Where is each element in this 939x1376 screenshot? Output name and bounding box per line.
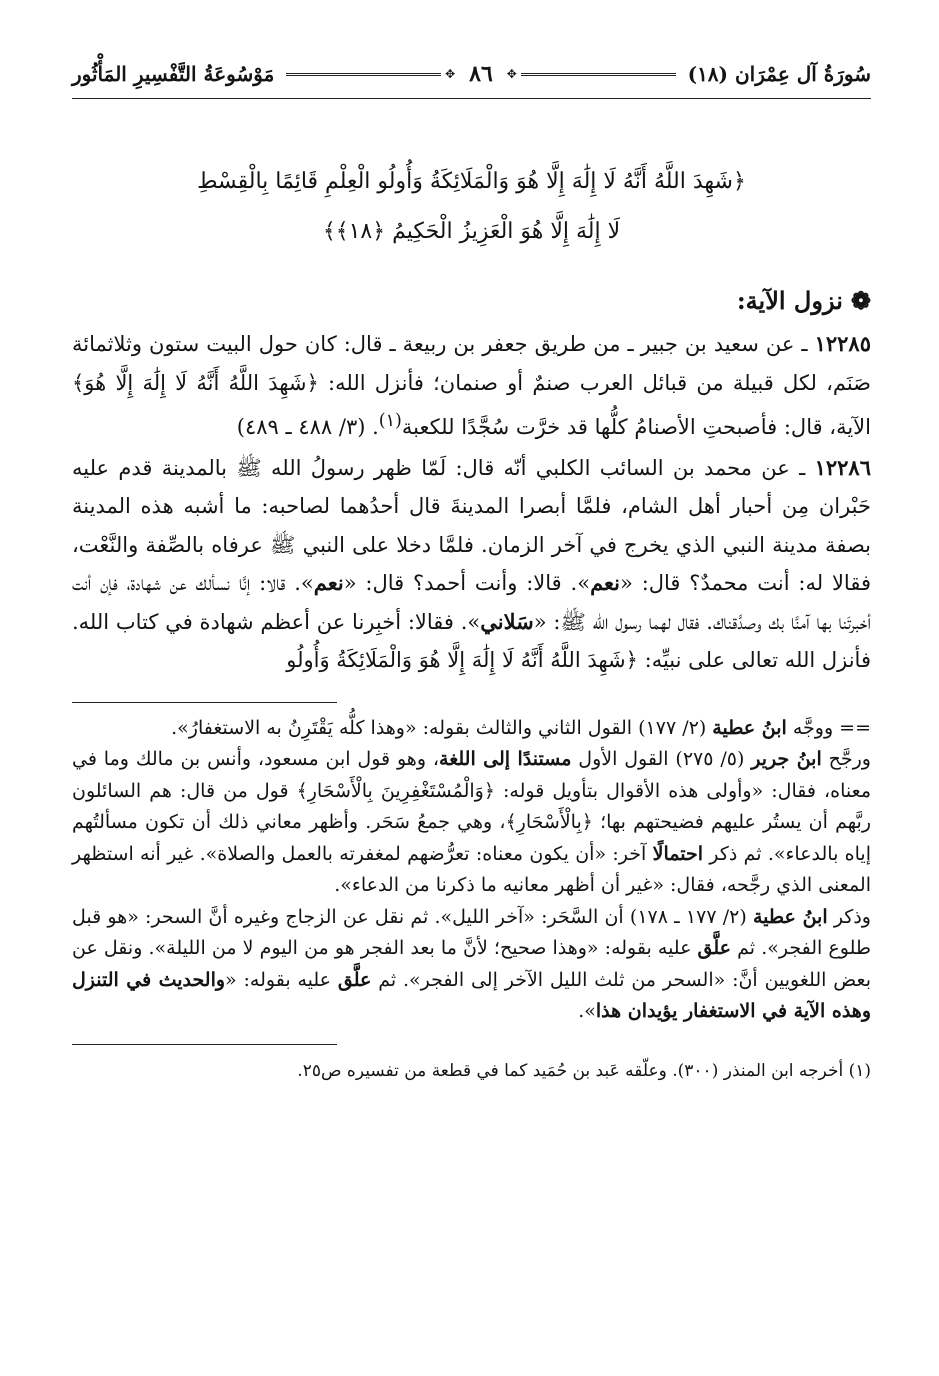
note-emphasis: والحديث في التنزل وهذه الآية في الاستغفار يؤيدان هذا: [72, 968, 871, 1022]
note-emphasis: علَّق: [697, 937, 732, 959]
header-line-right: [521, 73, 676, 76]
note-text: (٢/ ١٧٧) القول الثاني والثالث بقوله: «وهذا كلُّه يَقْتَرِنُ به الاستغفارُ».: [171, 716, 713, 739]
note-text: ».: [578, 1000, 596, 1022]
header-line-left: [286, 73, 441, 76]
narration-text: ـ عن سعيد بن جبير ـ من طريق جعفر بن ربيعة ـ قال: كان حول البيت ستون وثلاثمائة صَنَم، لكل قبيلة من قبائل العرب صنمٌ أو صنمان؛ فأنزل الله:: [72, 332, 871, 395]
narration-12285: [72, 325, 871, 447]
note-emphasis: علَّق: [337, 968, 372, 991]
volume-reference: . (٣/ ٤٨٨ ـ ٤٨٩): [236, 415, 379, 439]
bold-quote: نعم: [313, 570, 344, 595]
note-text: ورجَّح: [821, 748, 871, 770]
narration-text: ». فقالا: أخبِرنا عن أعظم شهادة في كتاب الله. فأنزل الله تعالى على نبيِّه:: [72, 609, 871, 672]
quran-quote: ﴿شَهِدَ اللَّهُ أَنَّهُ لَا إِلَٰهَ إِلَّا هُوَ وَالْمَلَائِكَةُ وَأُولُو: [286, 648, 638, 672]
surah-title: سُورَةُ آل عِمْرَان (١٨): [687, 62, 871, 86]
quran-verse: [72, 157, 871, 257]
ornament-icon: ✥: [445, 67, 456, 81]
note-text: آخر: «أن يكون معناه: تعرُّضهم لمغفرته بالعمل والصلاة». غير أنه استظهر المعنى الذي رجَّحه، فقال: «غير أن أظهر معانيه ما ذكرنا من الدعاء».: [72, 842, 871, 896]
bold-quote: سَلاني: [480, 608, 534, 634]
ornament-icon: ✥: [506, 67, 517, 81]
section-title-text: نزول الآية:: [736, 286, 843, 315]
verse-line-1: ﴿شَهِدَ اللَّهُ أَنَّهُ لَا إِلَٰهَ إِلَّا هُوَ وَالْمَلَائِكَةُ وَأُولُو الْعِلْمِ قَائِمًا بِالْقِسْطِ: [197, 169, 746, 194]
flower-icon: ❁: [850, 286, 871, 315]
verse-line-2: لَا إِلَٰهَ إِلَّا هُوَ الْعَزِيزُ الْحَكِيمُ ﴿١٨﴾﴾: [322, 219, 621, 244]
narration-number: ١٢٢٨٥: [814, 331, 871, 356]
narration-number: ١٢٢٨٦: [814, 454, 871, 480]
note-text: وذكر: [827, 905, 871, 928]
narration-text: ـ عن محمد بن السائب الكلبي أنّه قال: لَمّا ظهر رسولُ الله ﷺ بالمدينة قدم عليه حَبْران مِن أحبار أهل الشام، فلمَّا أبصرا المدينةَ قال أحدُهما لصاحبه: ما أشبه هذه المدينة بصفة مدينة النبي الذي يخرج في آخر الزمان. فلمَّا دخلا على النبي ﷺ عرفاه بالصِّفة والنَّعْت، فقالا له: أنت محمدٌ؟ قال: «: [72, 455, 871, 595]
separator-line: [72, 702, 337, 703]
page-number: ٨٦: [469, 61, 493, 87]
note-emphasis: مستندًا إلى اللغة: [439, 748, 572, 770]
main-text: [72, 325, 871, 680]
narration-12286: [72, 449, 871, 680]
footnote-mark: (١): [378, 411, 402, 431]
section-heading: [72, 281, 871, 321]
scholar-name: ابنُ جرير: [751, 748, 822, 770]
footnote: (١) أخرجه ابن المنذر (٣٠٠). وعلّقه عَبد بن حُمَيد كما في قطعة من تفسيره ص٢٥.: [297, 1060, 871, 1081]
commentary-notes: [72, 713, 871, 1028]
note-emphasis: احتمالًا: [652, 842, 703, 865]
book-title: مَوْسُوعَةُ التَّفْسِيرِ المَأْثُور: [72, 62, 275, 86]
note-ibn-atiyya-2: [72, 902, 871, 1028]
narration-text: ». قالا: وأنت أحمد؟ قال: «: [343, 571, 591, 595]
header-ornament: [286, 61, 675, 87]
scholar-name: ابنُ عطية: [752, 905, 828, 928]
note-text: عليه بقوله: «: [225, 968, 338, 991]
note-ibn-jarir: [72, 744, 871, 902]
quran-quote: ﴿شَهِدَ اللَّهُ أَنَّهُ لَا إِلَٰهَ إِلَّا هُوَ﴾: [72, 370, 319, 395]
footnote-separator: [72, 1044, 871, 1045]
note-text: عليه بقوله: «وهذا صحيح؛ لأنَّ ما بعد الفجر هو من اليوم لا من الليلة». ونقل عن بعض اللغويين أنَّ: «السحر من ثلث الليل الآخر إلى الفجر». ثم: [72, 937, 871, 991]
note-text: (٢/ ١٧٧ ـ ١٧٨) أن السَّحَر: «آخر الليل». ثم نقل عن الزجاج وغيره أنَّ السحر: «هو قبل طلوع الفجر». ثم: [72, 905, 871, 959]
separator-line: [72, 1044, 337, 1045]
note-ibn-atiyya-1: [72, 713, 871, 745]
note-text: == ووجَّه: [786, 716, 871, 739]
bold-quote: نعم: [590, 570, 621, 595]
note-text: (٥/ ٢٧٥) القول الأول: [571, 748, 752, 770]
header-rule: [72, 98, 871, 99]
narration-text: الآية، قال: فأصبحتِ الأصنامُ كلُّها قد خرَّت سُجَّدًا للكعبة: [401, 415, 871, 439]
note-text: ، وهو قول ابن مسعود، وأنس بن مالك وما في معناه، فقال: «وأولى هذه الأقوال بتأويل قوله: ﴿وَالْمُسْتَغْفِرِينَ بِالْأَسْحَارِ﴾ قول من قال: هم السائلون ربَّهم أن يستُر عليهم فضيحتهم بها؛ ﴿بِالْأَسْحَارِ﴾، وهي جمعُ سَحَر. وأظهر معاني ذلك أن تكون مسألتُهم إياه بالدعاء». ثم ذكر: [72, 748, 871, 865]
page-header: [72, 52, 871, 96]
notes-separator: [72, 702, 871, 703]
narration-text: ». قالا: إنَّا نسألك عن شهادة، فإن أنت أخبرتَنا بها آمنَّا بك وصدَّقناك. فقال لهما رسول الله ﷺ: «: [72, 571, 871, 634]
scholar-name: ابنُ عطية: [712, 716, 787, 739]
